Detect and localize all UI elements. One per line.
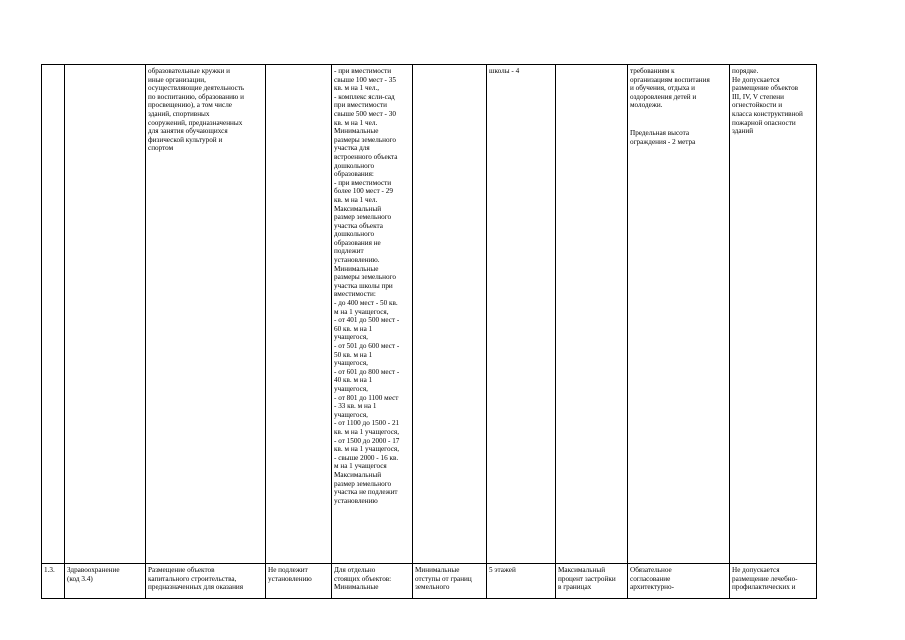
row2-max-coverage: Максимальный процент застройки в границах	[558, 566, 616, 592]
table-top-border	[41, 64, 817, 65]
row2-permitted-use-description: Размещение объектов капитального строительства, предназначенных для оказания	[148, 566, 244, 592]
column-divider	[145, 64, 146, 598]
column-divider	[729, 64, 730, 598]
row2-min-setbacks: Минимальные отступы от границ земельного	[415, 566, 472, 592]
column-divider	[412, 64, 413, 598]
column-divider	[331, 64, 332, 598]
row2-plot-area-limit: Не подлежит установлению	[268, 566, 312, 583]
row1-land-plot-size-limits: - при вместимости свыше 100 мест - 35 кв. м на 1 чел., - комплекс ясли-сад при вместимости свыше 500 мест - 30 кв. м на 1 чел. Минимальные размеры земельного участка для встроенного объекта дошкольного образования: - при вместимости более 100 мест - 29 кв. м на 1 чел. Максимальный размер земельного участка объекта дошкольного образования не подлежит установлению. Минимальные размеры земельного участка школы при вместимости: - до 400 мест - 50 кв. м на 1 учащегося, - от 401 до 500 мест - 60 кв. м на 1 учащегося, - от 501 до 600 мест - 50 кв. м на 1 учащегося, - от 601 до 800 мест - 40 кв. м на 1 учащегося, - от 801 до 1100 мест - 33 кв. м на 1 учащегося, - от 1100 до 1500 - 21 кв. м на 1 учащегося, - от 1500 до 2000 - 17 кв. м на 1 учащегося, - свыше 2000 - 16 кв. м на 1 учащегося Максимальный размер земельного участка не подлежит установлению	[334, 67, 400, 505]
row2-requirements: Обязательное согласование архитектурно-	[630, 566, 675, 592]
column-divider	[816, 64, 817, 598]
column-divider	[64, 64, 65, 598]
row2-number: 1.3.	[44, 566, 55, 574]
row2-restrictions: Не допускается размещение лечебно- профилактических и	[732, 566, 798, 592]
column-divider	[41, 64, 42, 598]
row2-use-type-name: Здравоохранение (код 3.4)	[67, 566, 120, 583]
column-divider	[265, 64, 266, 598]
column-divider	[555, 64, 556, 598]
row1-restrictions: порядке. Не допускается размещение объектов III, IV, V степени огнестойкости и класса конструктивной пожарной опасности зданий	[732, 67, 803, 136]
column-divider	[627, 64, 628, 598]
table-bottom-border	[41, 598, 817, 599]
row1-max-floors: школы - 4	[489, 67, 520, 75]
row-divider	[41, 563, 817, 564]
row1-permitted-use-description: образовательные кружки и иные организации, осуществляющие деятельность по воспитанию, образованию и просвещению), а том числе зданий, спортивных сооружений, предназначенных для занятия обучающихся физической культурой и спортом	[148, 67, 245, 153]
column-divider	[486, 64, 487, 598]
row2-land-plot-size-limits: Для отдельно стоящих объектов: Минимальные	[334, 566, 392, 592]
row2-max-floors: 5 этажей	[489, 566, 516, 574]
row1-fence-height-limit: Предельная высота ограждения - 2 метра	[630, 129, 696, 146]
row1-requirements-note: требованиям к организациям воспитания и обучения, отдыха и оздоровления детей и молодежи.	[630, 67, 710, 110]
